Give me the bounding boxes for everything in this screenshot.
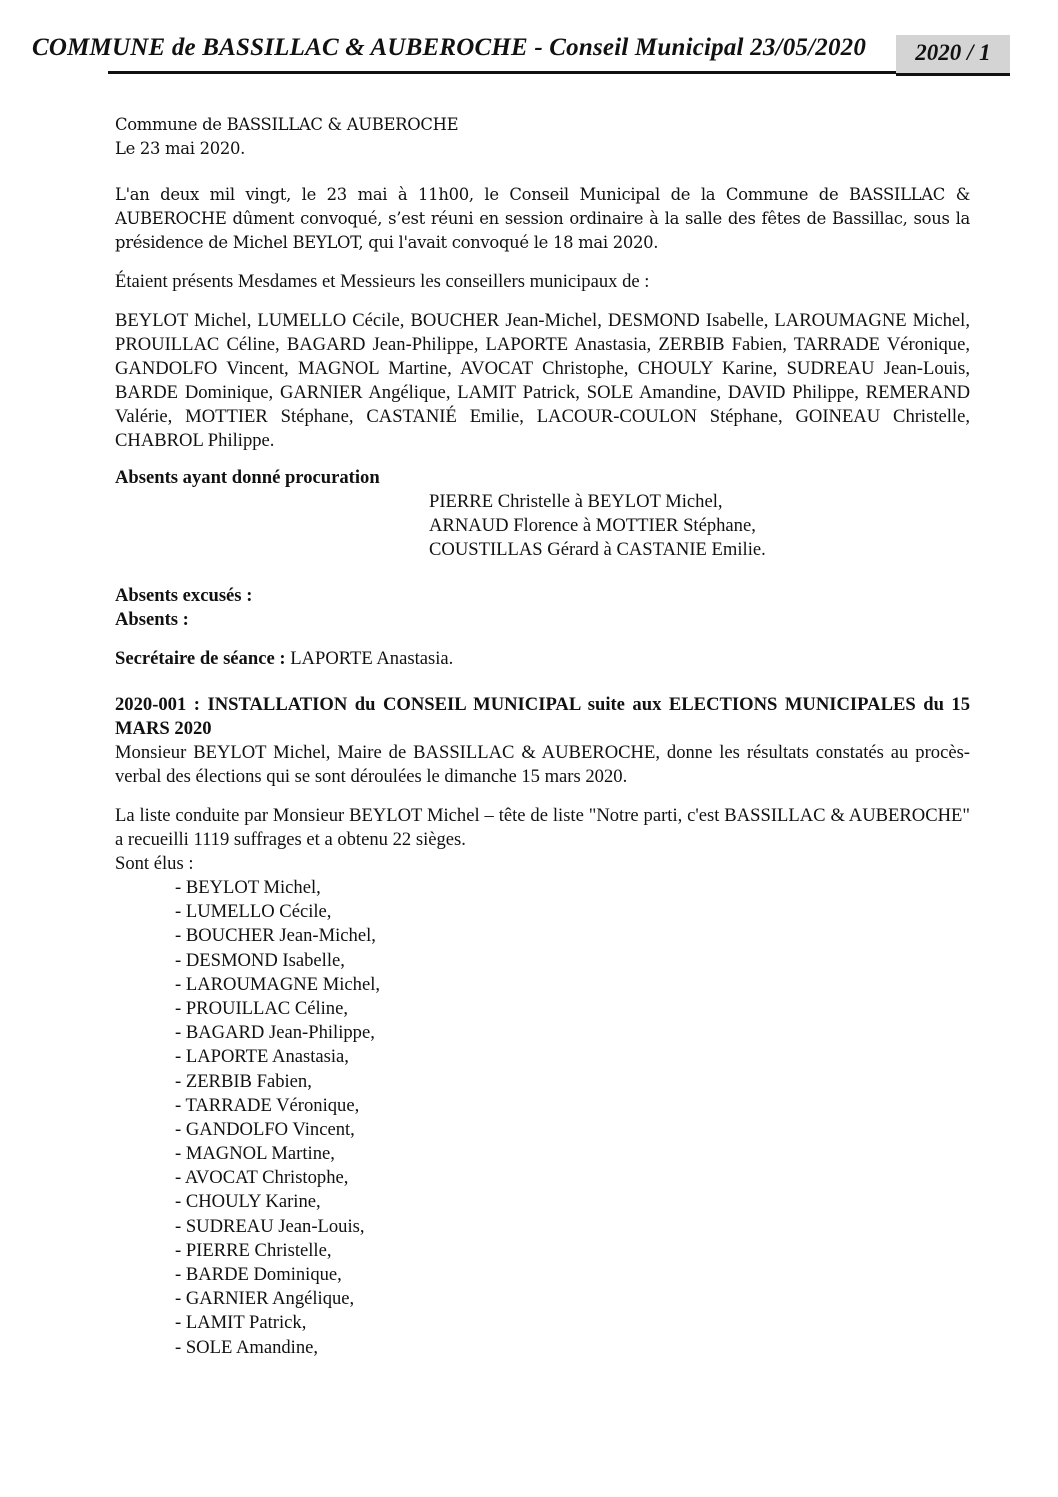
document-body — [115, 113, 970, 1360]
procuration-item: ARNAUD Florence à MOTTIER Stéphane, — [429, 515, 756, 536]
list-item: - AVOCAT Christophe, — [175, 1167, 349, 1189]
header-title: COMMUNE de BASSILLAC & AUBEROCHE - Conseil Municipal 23/05/2020 — [32, 34, 867, 61]
list-item: - BOUCHER Jean-Michel, — [175, 925, 376, 947]
page-header — [20, 34, 1010, 74]
list-item: - LUMELLO Cécile, — [175, 901, 332, 923]
presents-list: BEYLOT Michel, LUMELLO Cécile, BOUCHER Jean-Michel, DESMOND Isabelle, LAROUMAGNE Michel, PROUILLAC Céline, BAGARD Jean-Philippe, LAPORTE Anastasia, ZERBIB Fabien, TARRADE Véronique, GANDOLFO Vincent, MAGNOL Martine, AVOCAT Christophe, CHOULY Karine, SUDREAU Jean-Louis, BARDE Dominique, GARNIER Angélique, LAMIT Patrick, SOLE Amandine, DAVID Philippe, REMERAND Valérie, MOTTIER Stéphane, CASTANIÉ Emilie, LACOUR-COULON Stéphane, GOINEAU Christelle, CHABROL Philippe. — [115, 310, 970, 451]
secretaire-name: LAPORTE Anastasia. — [285, 648, 454, 669]
secretaire-label: Secrétaire de séance : — [115, 648, 286, 669]
list-item: - PROUILLAC Céline, — [175, 997, 349, 1019]
procuration-list — [115, 490, 970, 562]
secretaire-line — [115, 647, 970, 671]
list-item: - MAGNOL Martine, — [175, 1143, 335, 1165]
procuration-item: PIERRE Christelle à BEYLOT Michel, — [429, 491, 723, 512]
deliberation-title: 2020-001 : INSTALLATION du CONSEIL MUNICIPAL suite aux ELECTIONS MUNICIPALES du 15 MARS 2020 — [115, 694, 970, 739]
list-item: - CHOULY Karine, — [175, 1191, 321, 1213]
list-item: - BAGARD Jean-Philippe, — [175, 1022, 375, 1044]
list-item: - BEYLOT Michel, — [175, 877, 321, 898]
procuration-heading: Absents ayant donné procuration — [115, 467, 380, 488]
deliberation-paragraph: Monsieur BEYLOT Michel, Maire de BASSILLAC & AUBEROCHE, donne les résultats constatés au procès-verbal des élections qui se sont déroulées le dimanche 15 mars 2020. — [115, 742, 970, 787]
absents-label: Absents : — [115, 609, 189, 630]
header-rule — [108, 71, 916, 74]
list-item: - LAROUMAGNE Michel, — [175, 973, 381, 995]
page-number-box: 2020 / 1 — [896, 35, 1010, 76]
elus-label: Sont élus : — [115, 853, 194, 874]
commune-line: Commune de BASSILLAC & AUBEROCHE — [115, 115, 459, 134]
list-item: - GARNIER Angélique, — [175, 1288, 355, 1310]
list-item: - SUDREAU Jean-Louis, — [175, 1215, 365, 1237]
list-item: - GANDOLFO Vincent, — [175, 1118, 355, 1140]
deliberation-paragraph: La liste conduite par Monsieur BEYLOT Michel – tête de liste "Notre parti, c'est BASSILLAC & AUBEROCHE" a recueilli 1119 suffrages et a obtenu 22 sièges. — [115, 805, 970, 850]
date-line: Le 23 mai 2020. — [115, 139, 246, 158]
absents-excuses-label: Absents excusés : — [115, 585, 253, 606]
elus-list — [115, 876, 970, 1360]
list-item: - PIERRE Christelle, — [175, 1239, 332, 1261]
list-item: - LAPORTE Anastasia, — [175, 1046, 349, 1068]
opening-block — [115, 113, 970, 255]
procuration-item: COUSTILLAS Gérard à CASTANIE Emilie. — [429, 539, 766, 560]
list-item: - ZERBIB Fabien, — [175, 1070, 312, 1092]
list-item: - DESMOND Isabelle, — [175, 949, 345, 971]
list-item: - TARRADE Véronique, — [175, 1094, 360, 1116]
opening-paragraph: L'an deux mil vingt, le 23 mai à 11h00, le Conseil Municipal de la Commune de BASSILLAC & AUBEROCHE dûment convoqué, s’est réuni en session ordinaire à la salle des fêtes de Bassillac, sous la présidence de Michel BEYLOT, qui l'avait convoqué le 18 mai 2020. — [115, 185, 970, 252]
list-item: - LAMIT Patrick, — [175, 1312, 307, 1334]
presents-intro: Étaient présents Mesdames et Messieurs les conseillers municipaux de : — [115, 271, 650, 292]
list-item: - BARDE Dominique, — [175, 1264, 342, 1285]
list-item: - SOLE Amandine, — [175, 1336, 319, 1358]
